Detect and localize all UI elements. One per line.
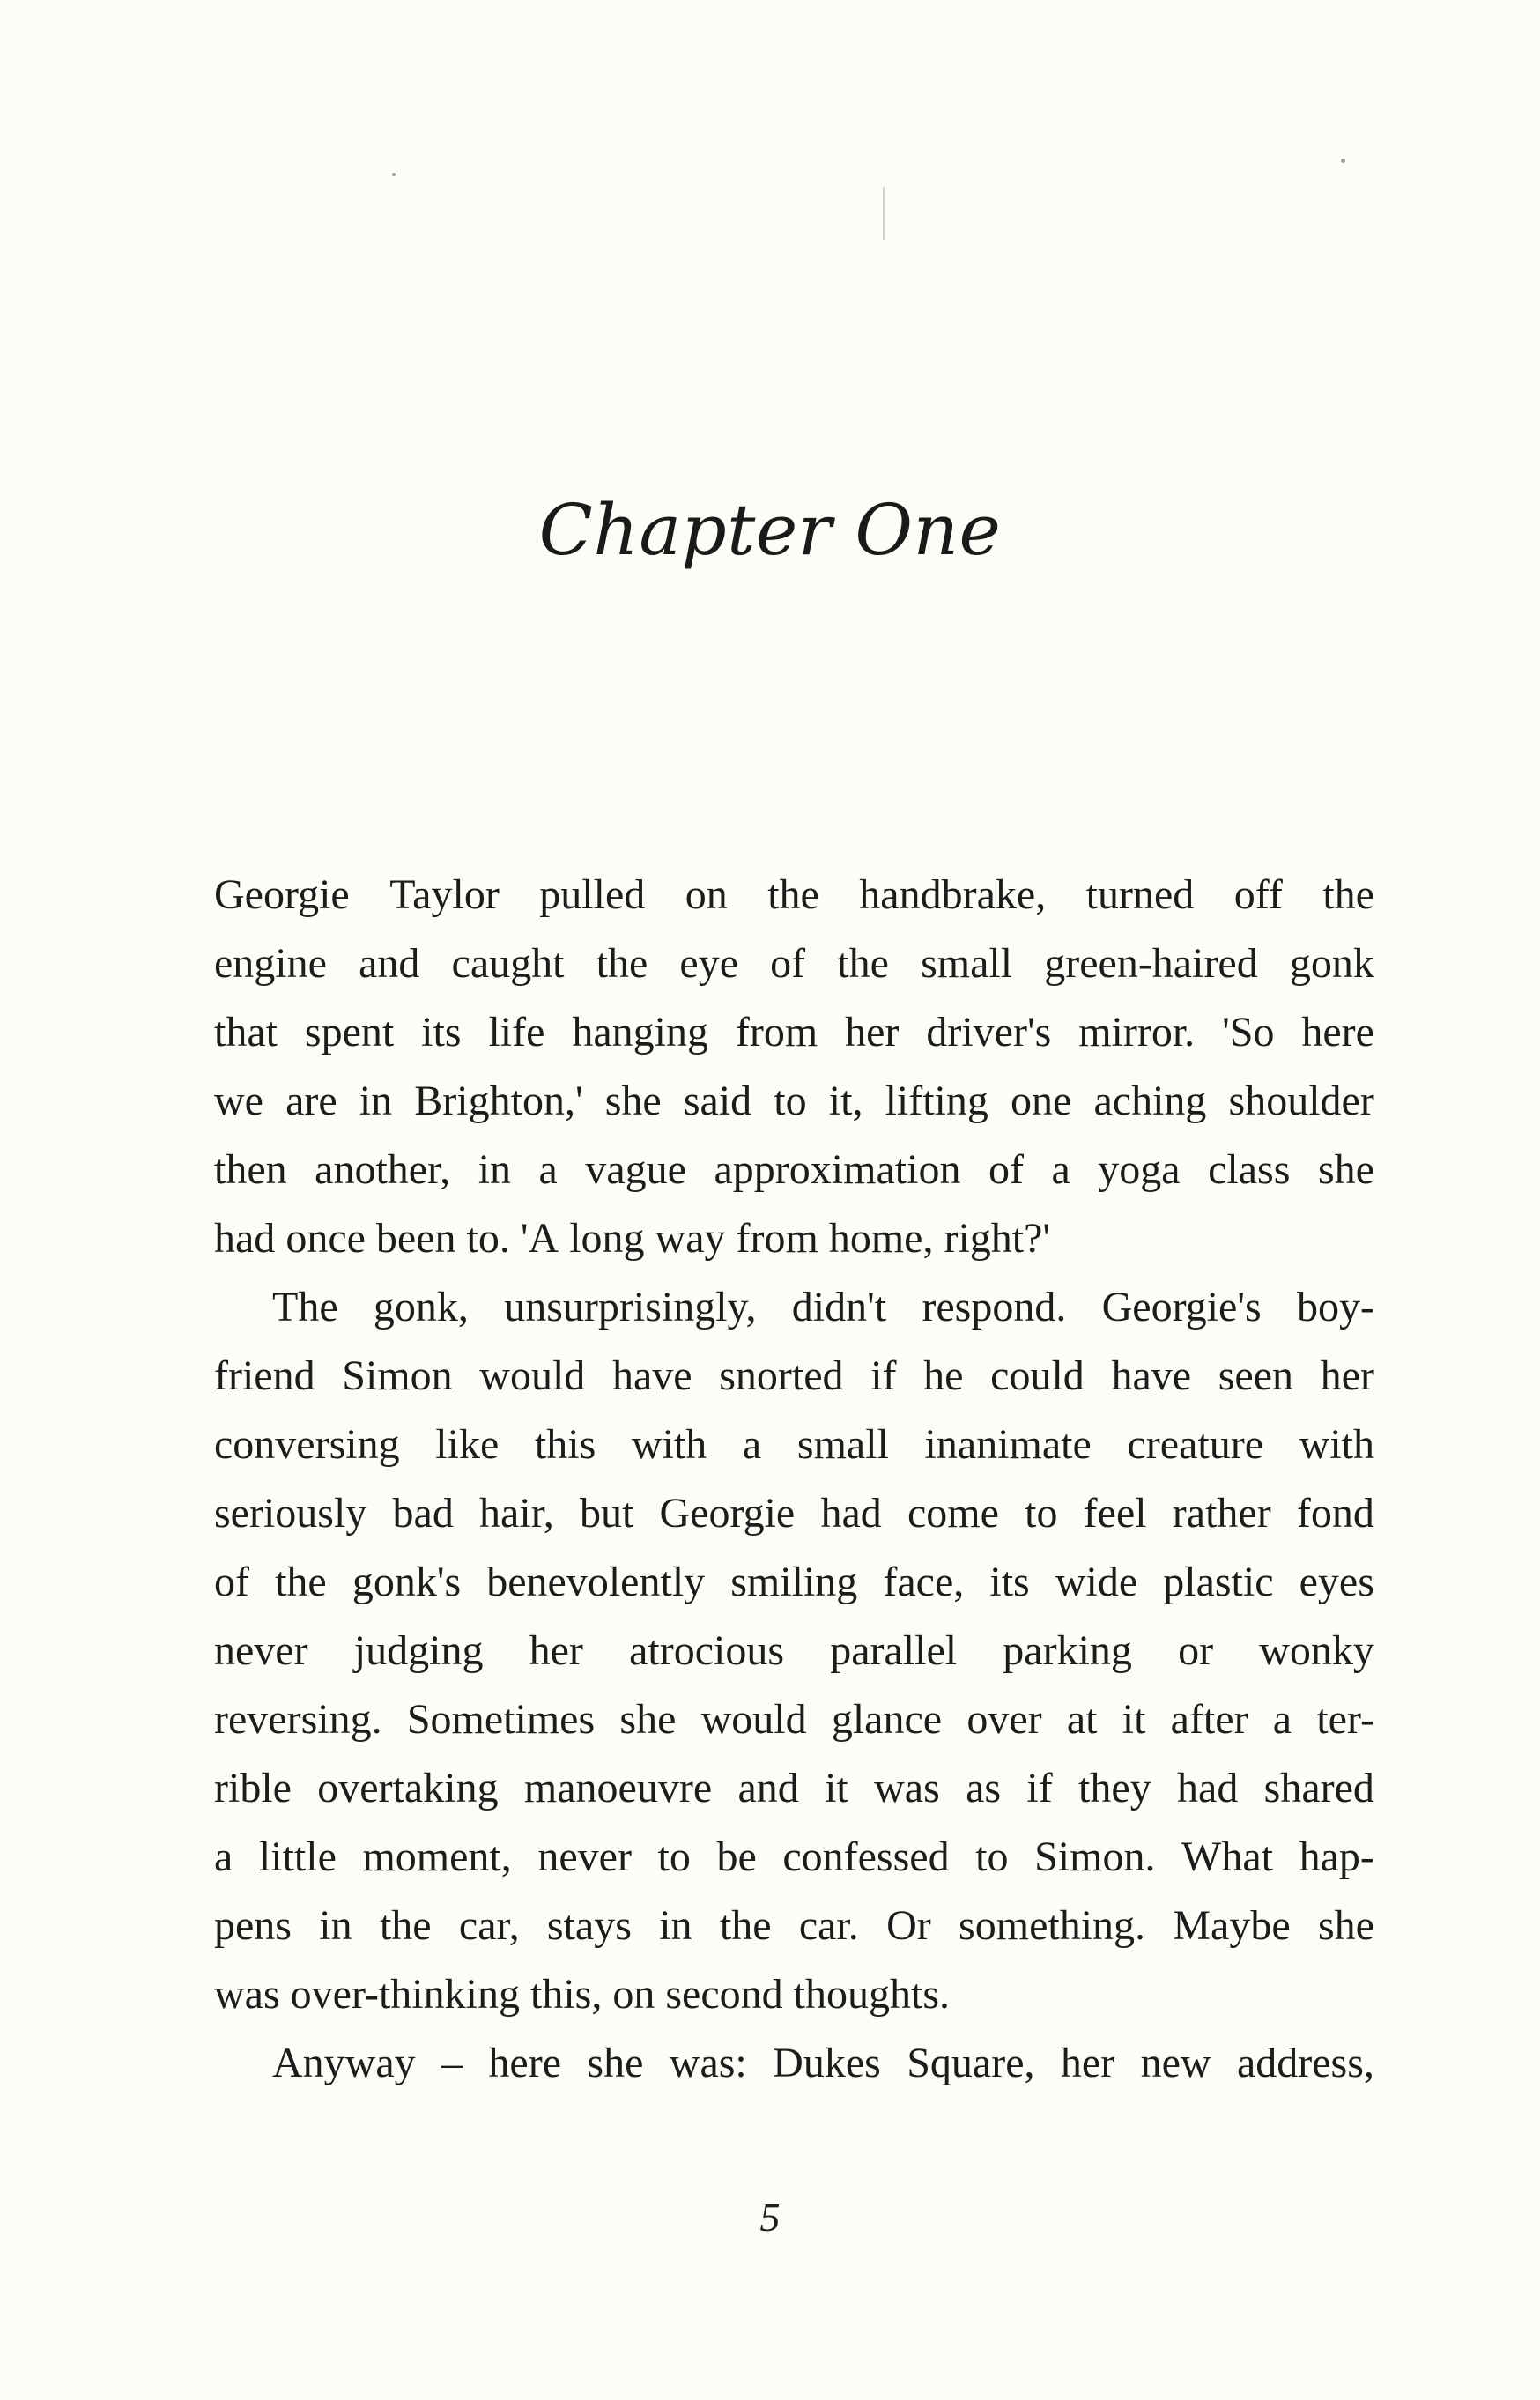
text-line: Anyway – here she was: Dukes Square, her new address, (272, 2040, 1374, 2086)
scan-speck (1341, 159, 1345, 163)
scan-speck (392, 173, 396, 176)
page-number: 5 (759, 2195, 781, 2240)
text-line: had once been to. 'A long way from home, right?' (214, 1215, 1051, 1262)
chapter-title: Chapter One (538, 489, 1002, 571)
text-line: was over-thinking this, on second thoughts. (214, 1971, 950, 2018)
text-line: of the gonk's benevolently smiling face, its wide plastic eyes (214, 1559, 1374, 1605)
text-line: we are in Brighton,' she said to it, lifting one aching shoulder (214, 1078, 1374, 1124)
text-line: seriously bad hair, but Georgie had come to feel rather fond (214, 1490, 1374, 1537)
text-line: The gonk, unsurprisingly, didn't respond. Georgie's boy- (272, 1284, 1374, 1330)
text-line: reversing. Sometimes she would glance over at it after a ter- (214, 1696, 1374, 1743)
scan-speck (883, 187, 885, 240)
text-line: a little moment, never to be confessed to Simon. What hap- (214, 1833, 1374, 1880)
text-line: conversing like this with a small inanimate creature with (214, 1421, 1374, 1468)
text-line: then another, in a vague approximation of a yoga class she (214, 1146, 1374, 1193)
text-line: rible overtaking manoeuvre and it was as if they had shared (214, 1765, 1374, 1811)
text-line: Georgie Taylor pulled on the handbrake, turned off the (214, 871, 1374, 918)
text-line: friend Simon would have snorted if he could have seen her (214, 1352, 1374, 1399)
text-line: never judging her atrocious parallel parking or wonky (214, 1627, 1374, 1674)
text-line: engine and caught the eye of the small green-haired gonk (214, 940, 1374, 987)
body-text (214, 861, 1374, 2098)
text-line: that spent its life hanging from her driver's mirror. 'So here (214, 1009, 1374, 1056)
text-line: pens in the car, stays in the car. Or something. Maybe she (214, 1902, 1374, 1949)
